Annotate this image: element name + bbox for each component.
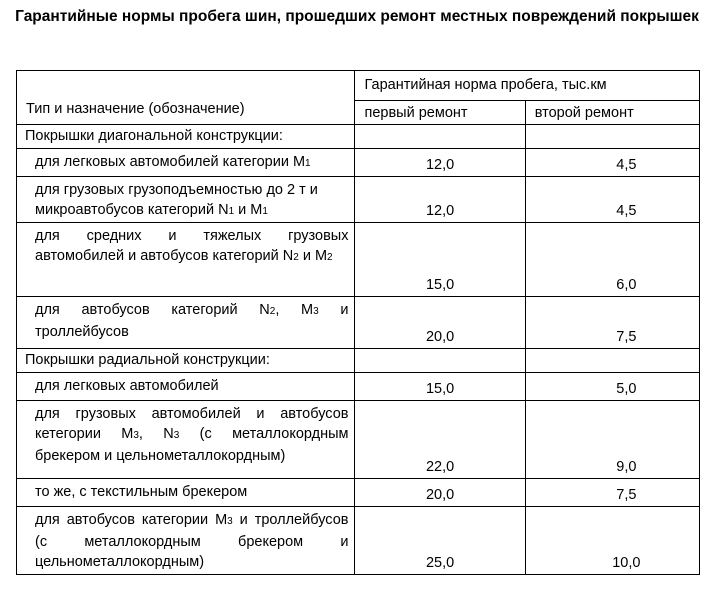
second-repair-value: 7,5 (525, 297, 699, 349)
first-repair-value: 15,0 (355, 373, 525, 401)
first-repair-value: 20,0 (355, 479, 525, 507)
second-repair-value: 10,0 (525, 507, 699, 575)
empty-cell (525, 125, 699, 149)
second-repair-value: 5,0 (525, 373, 699, 401)
table-row (17, 373, 700, 401)
empty-cell (355, 125, 525, 149)
empty-cell (525, 349, 699, 373)
second-repair-value: 9,0 (525, 401, 699, 479)
row-name: для автобусов категорий N2, М3 и троллейбусов (17, 297, 355, 349)
table-row (17, 149, 700, 177)
section-row (17, 125, 700, 149)
second-repair-value: 4,5 (525, 177, 699, 223)
section-label: Покрышки диагональной конструкции: (17, 125, 355, 149)
row-name: для автобусов категории М3 и троллейбусов (с металлокордным брекером и цельнометаллокордным) (17, 507, 355, 575)
section-row (17, 349, 700, 373)
first-repair-value: 22,0 (355, 401, 525, 479)
table-row (17, 297, 700, 349)
table-row (17, 507, 700, 575)
first-repair-value: 20,0 (355, 297, 525, 349)
row-name: то же, с текстильным брекером (17, 479, 355, 507)
header-second-repair: второй ремонт (525, 101, 699, 125)
first-repair-value: 12,0 (355, 177, 525, 223)
table-row (17, 401, 700, 479)
second-repair-value: 4,5 (525, 149, 699, 177)
first-repair-value: 15,0 (355, 223, 525, 297)
header-row (17, 71, 700, 101)
row-name: для средних и тяжелых грузовых автомобилей и автобусов категорий N2 и М2 (17, 223, 355, 297)
row-name: для грузовых грузоподъемностью до 2 т и микроавтобусов категорий N1 и М1 (17, 177, 355, 223)
empty-cell (355, 349, 525, 373)
section-label: Покрышки радиальной конструкции: (17, 349, 355, 373)
row-name: для легковых автомобилей категории М1 (17, 149, 355, 177)
table-row (17, 479, 700, 507)
second-repair-value: 6,0 (525, 223, 699, 297)
document-title: Гарантийные нормы пробега шин, прошедших ремонт местных повреждений покрышек (15, 8, 699, 25)
header-norm: Гарантийная норма пробега, тыс.км (355, 71, 700, 101)
header-type: Тип и назначение (обозначение) (17, 71, 355, 125)
row-name: для грузовых автомобилей и автобусов кетегории М3, N3 (с металлокордным брекером и цельнометаллокордным) (17, 401, 355, 479)
second-repair-value: 7,5 (525, 479, 699, 507)
table-row (17, 177, 700, 223)
tire-norms-table (16, 70, 700, 575)
header-first-repair: первый ремонт (355, 101, 525, 125)
first-repair-value: 25,0 (355, 507, 525, 575)
table-row (17, 223, 700, 297)
row-name: для легковых автомобилей (17, 373, 355, 401)
first-repair-value: 12,0 (355, 149, 525, 177)
